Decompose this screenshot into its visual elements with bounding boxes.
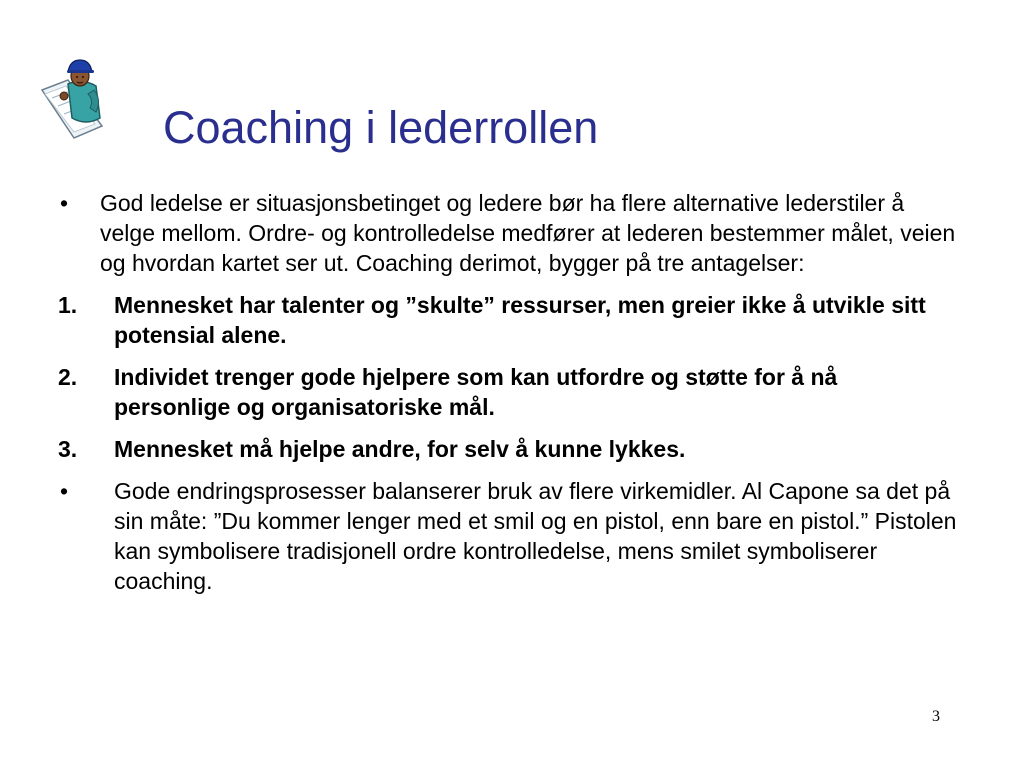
bullet-text: God ledelse er situasjonsbetinget og ledere bør ha flere alternative lederstiler å velge mellom. Ordre- og kontrolledelse medfører at lederen bestemmer målet, veien og hvordan kartet ser ut. Coaching derimot, bygger på tre antagelser: [100,190,956,276]
numbered-item [58,362,958,422]
number-marker: 1. [58,292,78,318]
number-marker: 2. [58,364,78,390]
bullet-text: Gode endringsprosesser balanserer bruk av flere virkemidler. Al Capone sa det på sin måte: ”Du kommer lenger med et smil og en pistol, enn bare en pistol.” Pistolen kan symbolisere tradisjonell ordre kontrolledelse, mens smilet symboliserer coaching. [114,478,957,594]
bullet-item [58,188,958,278]
bullet-marker: • [60,478,69,504]
worker-holding-document-icon [38,56,110,142]
numbered-text: Mennesket må hjelpe andre, for selv å kunne lykkes. [114,436,686,462]
slide-body [58,188,958,608]
bullet-item [58,476,958,596]
page-number: 3 [932,708,940,725]
numbered-text: Individet trenger gode hjelpere som kan utfordre og støtte for å nå personlige og organisatoriske mål. [114,364,838,420]
number-marker: 3. [58,436,78,462]
numbered-item [58,434,958,464]
slide-title: Coaching i lederrollen [163,102,599,153]
numbered-text: Mennesket har talenter og ”skulte” ressurser, men greier ikke å utvikle sitt potensial alene. [114,292,926,348]
numbered-item [58,290,958,350]
bullet-marker: • [60,190,69,216]
